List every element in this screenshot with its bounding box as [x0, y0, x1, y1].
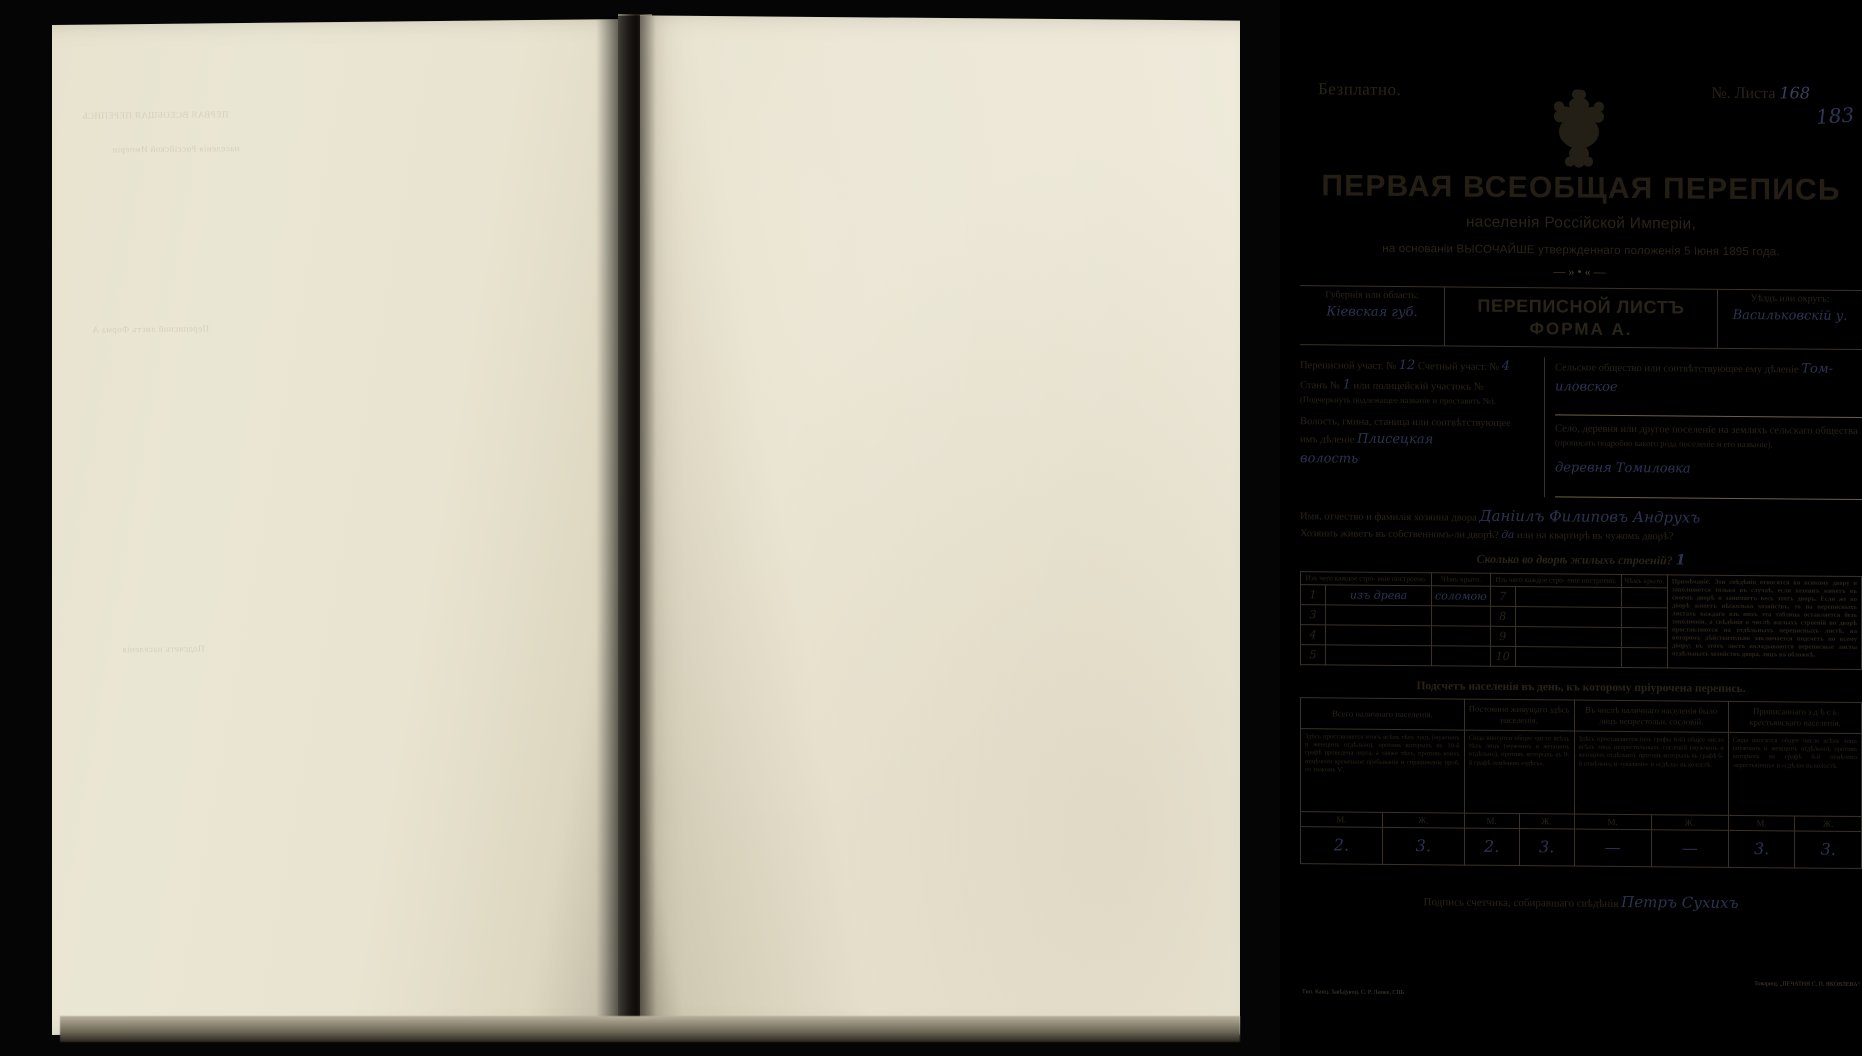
police-section-label: или полицейскій участокъ №: [1353, 380, 1484, 393]
governorate-value: Кіевская губ.: [1326, 304, 1418, 321]
tally-desc-nonpeasant: Здѣсь проставляется (изъ графы 6-й) общее число всѣхъ лицъ непрестольныхъ сословій (мужчинъ и женщинъ отдѣльно), противъ которыхъ въ графѣ 6-й отмѣчено, и «указаніе» и «сдѣла» въ колостѣ.: [1574, 731, 1728, 815]
tally-value-m: —: [1574, 829, 1651, 867]
printer-imprint-left: Тип. Канц. Завѣдующ. С. Р. Лемке, СПБ: [1302, 989, 1405, 997]
sheet-number-field: [1711, 83, 1810, 104]
building-roof: [1621, 588, 1667, 608]
building-row-no: 10: [1490, 647, 1515, 667]
sheet-number-label: №. Листа: [1711, 84, 1776, 103]
building-material: [1515, 587, 1621, 608]
buildings-count-question: [1300, 549, 1862, 570]
population-tally-table: [1300, 698, 1862, 869]
dwelling-own-answer: да: [1501, 528, 1515, 541]
tally-label-m: М.: [1301, 811, 1383, 827]
uyezd-label: Уѣздъ или округъ:: [1750, 293, 1830, 305]
tally-description-row: [1301, 728, 1862, 816]
rural-society-value: Том-: [1801, 361, 1834, 377]
tally-label-f: Ж.: [1651, 815, 1728, 831]
household-owner-label: Имя, отчество и фамилія хозяина двора: [1300, 510, 1477, 524]
page-subtitle-legal: на основаніи ВЫСОЧАЙШЕ утвержденнаго положенія 5 Іюня 1895 года.: [1382, 242, 1780, 259]
tally-value-f: 3.: [1795, 831, 1862, 869]
buildings-table-note: Примѣчаніе. Эти свѣдѣнія относятся ко всякому двору и заполняются только въ случаѣ, если хозяинъ живетъ въ своемъ дворѣ и занимаетъ весь этотъ дворъ. Если же во дворѣ живетъ нѣсколько хозяйствъ, то на переписныхъ листахъ каждаго изъ нихъ эта таблица оставляется безъ заполненія, а свѣдѣнія о числѣ жилыхъ строеній во дворѣ проставляются на отдѣльныхъ переписныхъ листѣ, на которомъ дѣйствительно заключается подсчетъ по всему двору; въ этотъ листъ вкладываются переписные листы отдѣльныхъ хозяйствъ двора, лицъ въ обложкѣ.: [1668, 575, 1862, 670]
stan-value: 1: [1342, 377, 1351, 393]
tally-col-header-registered: Приписаннаго з д ѣ с ь крестьянскаго населенія.: [1728, 702, 1861, 734]
tally-col-header-permanent: Постоянно живущаго здѣсь населенія.: [1464, 699, 1574, 730]
uyezd-field: [1717, 290, 1862, 349]
tally-label-f: Ж.: [1795, 816, 1862, 832]
building-row-no: 5: [1301, 645, 1326, 665]
tally-desc-permanent: Сюда вносится общее число всѣхъ тѣхъ лицъ (мужчинъ и женщинъ отдѣльно), противъ которыхъ въ 9-й графѣ отмѣчено «здѣсь».: [1464, 730, 1574, 814]
building-row-no: 3: [1301, 605, 1326, 625]
governorate-label: Губернія или область:: [1325, 289, 1419, 302]
governorate-field: [1300, 286, 1445, 345]
building-row-no: 9: [1490, 627, 1515, 647]
tally-header-row: [1301, 698, 1862, 733]
building-roof: [1432, 606, 1491, 627]
free-label: Безплатно.: [1318, 79, 1402, 100]
dwelling-ownership-line: [1300, 527, 1862, 544]
tally-col-header-nonpeasant: Въ числѣ наличнаго населенія было лицъ непрестольн. сословій.: [1574, 700, 1728, 732]
tally-value-m: 3.: [1728, 830, 1795, 868]
building-material: [1515, 607, 1621, 628]
tally-value-row: [1301, 826, 1862, 868]
sheet-stamp-number: 183: [1815, 102, 1855, 129]
volost-value: Плисецкая: [1357, 431, 1434, 448]
stan-line: [1300, 375, 1536, 397]
building-roof: [1621, 608, 1667, 628]
page-title: ПЕРВАЯ ВСЕОБЩАЯ ПЕРЕПИСЬ: [1321, 169, 1841, 207]
sheet-number-value: 168: [1779, 83, 1810, 103]
settlement-rule: [1555, 480, 1862, 500]
rural-society-rule: [1555, 398, 1862, 418]
settlement-label: Село, деревня или другое поселеніе на земляхъ сельскаго общества: [1555, 423, 1858, 438]
buildings-count-answer: 1: [1675, 552, 1686, 569]
building-material: [1326, 605, 1432, 626]
tally-title: Подсчетъ населенія въ день, къ которому пріурочена перепись.: [1416, 680, 1746, 696]
tally-value-m: 2.: [1464, 828, 1519, 865]
rural-society-value-2: иловское: [1555, 378, 1618, 395]
enumerator-signature-label: Подпись счетчика, собиравшаго свѣдѣнія: [1423, 896, 1619, 910]
tally-label-m: М.: [1464, 813, 1519, 828]
paper-grain: [640, 15, 1240, 1034]
building-roof: соломою: [1432, 586, 1491, 607]
volost-label-2: имъ дѣленіе: [1300, 434, 1355, 446]
right-census-page: [640, 15, 1860, 1034]
page-bottom-edge: [60, 1016, 1240, 1042]
building-material: [1326, 625, 1432, 646]
volost-line-2: [1300, 449, 1536, 471]
printer-imprint-right: Товарищ. „ПЕЧАТНЯ С. П. ЯКОВЛЕВА": [1754, 981, 1860, 989]
census-district-label: Переписной участ. №: [1300, 360, 1397, 372]
count-section-label: Счетный участ. №: [1417, 361, 1500, 373]
building-roof: [1621, 648, 1667, 668]
identification-left-column: [1300, 355, 1545, 497]
building-roof: [1432, 646, 1491, 667]
form-type-line1: ПЕРЕПИСНОЙ ЛИСТЪ: [1477, 295, 1685, 318]
volost-label-1: Волость, гмина, станица или соотвѣтствующее: [1300, 415, 1511, 429]
building-material: [1515, 647, 1621, 668]
census-district-value: 12: [1398, 358, 1416, 374]
stan-label: Станъ №: [1300, 379, 1340, 391]
tally-label-f: Ж.: [1382, 812, 1464, 828]
building-material: [1326, 645, 1432, 666]
household-owner-value: Даніилъ Филиповъ Андрухъ: [1479, 506, 1701, 527]
building-row-no: 8: [1490, 607, 1515, 627]
page-subtitle: населенія Россійской Имперіи,: [1465, 213, 1697, 233]
dwelling-rent-question: или на квартирѣ въ чужомъ дворѣ?: [1516, 529, 1674, 543]
tally-desc-total: Здѣсь проставляется итогъ всѣхъ тѣхъ лицъ (мужчинъ и женщинъ отдѣльно), противъ которыхъ въ 10-й графѣ проведена черта, а также тѣхъ, противъ коихъ отмѣчено временное пребываніе и спрашиваніе проб. со знакомъ Ѵ.: [1301, 728, 1465, 812]
settlement-value-line: [1555, 459, 1862, 481]
building-roof: [1621, 628, 1667, 648]
building-row-no: 4: [1301, 625, 1326, 645]
tally-label-m: М.: [1728, 815, 1795, 831]
tally-desc-registered: Сюда вносится общее число всѣхъ лицъ (мужчинъ и женщинъ отдѣльно), противъ которыхъ въ графѣ 6-й отмѣчено «крестьянинъ» и «сдѣла» въ колостѣ.: [1728, 732, 1861, 816]
tally-value-f: —: [1651, 830, 1728, 868]
title-block: [1300, 169, 1862, 282]
rural-society-line: [1555, 357, 1862, 379]
underline-instruction: (Подчеркнуть подлежащее названіе и проставить №).: [1300, 394, 1496, 406]
tally-value-f: 3.: [1382, 827, 1464, 865]
uyezd-value: Васильковскій у.: [1732, 307, 1848, 324]
tally-col-header-total: Всего наличнаго населенія.: [1301, 698, 1465, 730]
tally-value-m: 2.: [1301, 826, 1383, 864]
building-row-no: 1: [1301, 585, 1326, 605]
buildings-count-label: Сколько во дворѣ жилыхъ строеній?: [1476, 551, 1673, 568]
settlement-value: деревня Томиловка: [1555, 460, 1691, 477]
identification-section: [1300, 355, 1862, 500]
volost-line: [1300, 429, 1536, 451]
building-row-no: 7: [1490, 587, 1515, 607]
form-type-title: [1445, 287, 1717, 347]
building-material: изъ древа: [1326, 585, 1432, 606]
settlement-instruction: (прописать подробно какого рода поселеніе и его названіе).: [1555, 437, 1773, 450]
volost-value-2: волость: [1300, 450, 1359, 467]
count-section-value: 4: [1501, 358, 1511, 374]
buildings-table: [1300, 571, 1862, 670]
buildings-header-roof-right: Чѣмъ крыто.: [1621, 574, 1667, 588]
ornament-divider: —»•«—: [1553, 264, 1609, 279]
enumerator-signature-value: Петръ Сухихъ: [1621, 892, 1739, 912]
enumerator-signature-line: [1300, 890, 1862, 913]
left-blank-page: ПЕРВАЯ ВСЕОБЩАЯ ПЕРЕПИСЬ населенія Россійской Имперіи Переписной листъ Форма А Подсчетъ населенія: [52, 19, 632, 1035]
building-roof: [1432, 626, 1491, 647]
building-material: [1515, 627, 1621, 648]
tally-label-m: М.: [1574, 814, 1651, 830]
tally-value-f: 3.: [1519, 828, 1574, 865]
rural-society-label: Сельское общество или соотвѣтствующее ему дѣленіе: [1555, 362, 1799, 376]
identification-right-column: [1545, 357, 1862, 500]
buildings-header-roof-left: Чѣмъ крыто.: [1432, 573, 1491, 587]
census-district-line: [1300, 355, 1536, 377]
form-header-band: [1300, 285, 1862, 350]
form-top-line: [1300, 73, 1862, 129]
buildings-header-material-right: Изъ чего каждое стро- еніе построено.: [1490, 573, 1621, 588]
buildings-header-material-left: Изъ чего каждое стро- еніе построено.: [1301, 571, 1432, 586]
dwelling-own-question: Хозяинъ живетъ въ собственномъ-ли дворѣ?: [1300, 527, 1499, 541]
form-type-line2: ФОРМА А.: [1529, 319, 1633, 340]
census-form: [1300, 73, 1862, 997]
imperial-eagle-crest: [1538, 85, 1624, 169]
rural-society-line-2: [1555, 377, 1862, 399]
household-owner-line: [1300, 505, 1862, 528]
tally-label-f: Ж.: [1519, 813, 1574, 828]
